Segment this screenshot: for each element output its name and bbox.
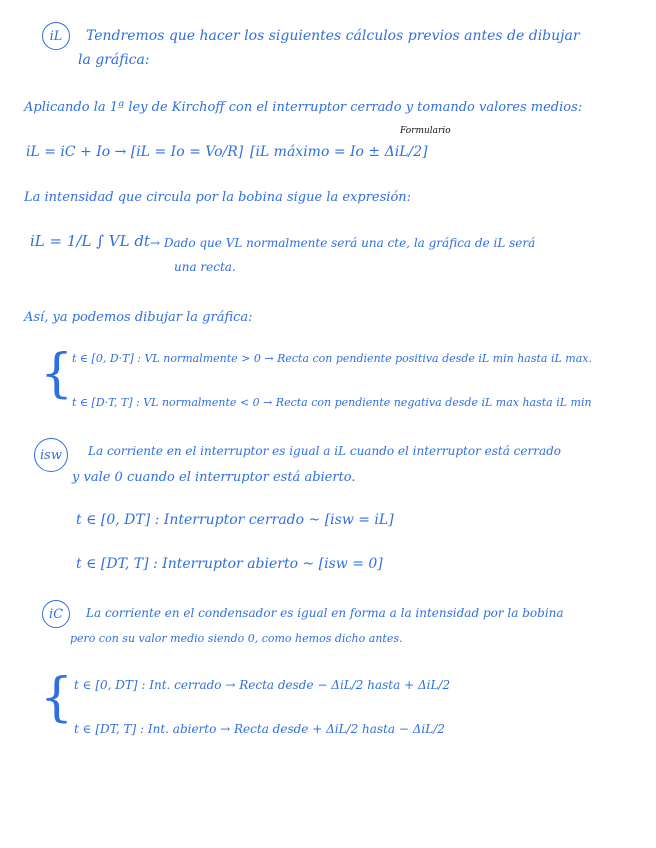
- il-cases-brace: {: [40, 344, 74, 404]
- il-case-1: t ∈ [0, D·T] : VL normalmente > 0 → Recta con pendiente positiva desde iL min hasta iL max.: [72, 352, 592, 365]
- section-il-marker: [42, 22, 70, 50]
- section-isw-marker: [34, 438, 68, 472]
- il-case-2: t ∈ [D·T, T] : VL normalmente < 0 → Recta con pendiente negativa desde iL max hasta iL min: [72, 396, 592, 409]
- section-ic-marker: [42, 600, 70, 628]
- il-intro-line-1: Tendremos que hacer los siguientes cálculos previos antes de dibujar: [86, 28, 580, 44]
- formulario-note: Formulario: [400, 126, 451, 136]
- section-isw-label: isw: [40, 447, 62, 463]
- ic-text-line-1: La corriente en el condensador es igual en forma a la intensidad por la bobina: [86, 606, 564, 620]
- draw-graph-line: Así, ya podemos dibujar la gráfica:: [24, 310, 253, 325]
- ic-text-line-2: pero con su valor medio siendo 0, como hemos dicho antes.: [70, 632, 403, 645]
- intensity-expression-line: La intensidad que circula por la bobina sigue la expresión:: [24, 190, 412, 205]
- equation-il-explanation-2: una recta.: [174, 260, 236, 274]
- equation-il-integral: iL = 1/L ∫ VL dt: [30, 232, 150, 250]
- isw-case-2: t ∈ [DT, T] : Interruptor abierto ~ [isw = 0]: [76, 556, 383, 572]
- isw-text-line-1: La corriente en el interruptor es igual a iL cuando el interruptor está cerrado: [88, 444, 562, 458]
- isw-case-1: t ∈ [0, DT] : Interruptor cerrado ~ [isw = iL]: [76, 512, 394, 528]
- equation-il-explanation-1: → Dado que VL normalmente será una cte, la gráfica de iL será: [150, 236, 536, 250]
- ic-cases-brace: {: [40, 668, 74, 728]
- section-il-label: iL: [49, 28, 63, 44]
- kirchhoff-line: Aplicando la 1ª ley de Kirchoff con el interruptor cerrado y tomando valores medios:: [24, 100, 583, 115]
- section-ic-label: iC: [48, 606, 64, 622]
- il-intro-line-2: la gráfica:: [78, 52, 150, 68]
- ic-case-2: t ∈ [DT, T] : Int. abierto → Recta desde + ΔiL/2 hasta − ΔiL/2: [74, 722, 445, 736]
- isw-text-line-2: y vale 0 cuando el interruptor está abierto.: [72, 470, 356, 485]
- equation-il-max: [iL máximo = Io ± ΔiL/2]: [250, 144, 428, 160]
- ic-case-1: t ∈ [0, DT] : Int. cerrado → Recta desde − ΔiL/2 hasta + ΔiL/2: [74, 678, 451, 692]
- equation-il-mean: iL = iC + Io → [iL = Io = Vo/R]: [26, 144, 244, 160]
